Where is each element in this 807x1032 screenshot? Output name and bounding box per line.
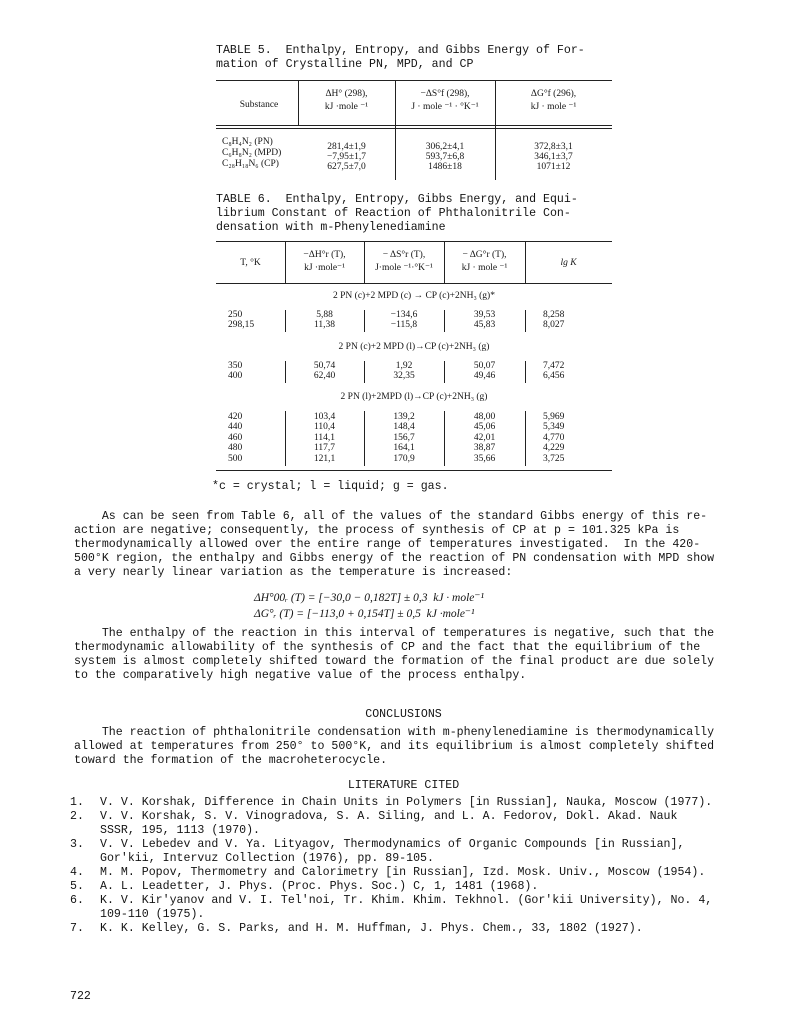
- table-cell: 400: [228, 371, 243, 381]
- table6-col-h: [285, 412, 364, 464]
- table-cell: 45,06: [473, 422, 496, 433]
- table-cell: 45,83: [473, 320, 496, 330]
- reference-item: 1. V. V. Korshak, Difference in Chain Units in Polymers [in Russian], Nauka, Moscow (1977).: [70, 796, 713, 809]
- table-cell: 49,46: [473, 371, 496, 381]
- table6-equation: 2 PN (l)+2MPD (l)→CP (c)+2NH₃ (g): [340, 392, 488, 402]
- table5-col1-values: [298, 142, 395, 172]
- table6-col-t: [228, 361, 283, 381]
- table6-top-rule: [216, 241, 612, 242]
- table-cell: 8,258: [543, 310, 565, 320]
- table-cell: 500: [228, 453, 243, 464]
- table-cell: 35,66: [473, 453, 496, 464]
- table-cell: 164,1: [393, 443, 415, 454]
- table-cell: 306,2±4,1: [425, 142, 465, 152]
- table6-header-g: − ΔG°r (T), kJ · mole ⁻¹: [461, 250, 508, 273]
- table6-header-s: − ΔS°r (T), J·mole ⁻¹·°K⁻¹: [375, 250, 433, 273]
- table-cell: C₂₈H₁₈N₆ (CP): [222, 159, 279, 169]
- table-cell: 110,4: [313, 422, 336, 433]
- table-cell: C₆H₈N₂ (MPD): [222, 148, 282, 158]
- table5-col2-values: [395, 142, 495, 172]
- table6-col-k: [543, 361, 603, 381]
- table-cell: 6,456: [543, 371, 565, 381]
- caption-line: mation of Crystalline PN, MPD, and CP: [216, 58, 474, 71]
- caption-line: librium Constant of Reaction of Phthalonitrile Con-: [216, 207, 571, 220]
- table5-header-col3: ΔG°f (296), kJ · mole ⁻¹: [530, 89, 577, 112]
- table-cell: 50,07: [473, 361, 496, 371]
- table-cell: 8,027: [543, 320, 565, 330]
- caption-line: TABLE 6. Enthalpy, Entropy, Gibbs Energy, and Equi-: [216, 193, 578, 206]
- table5-header-col2: −ΔS°f (298), J · mole ⁻¹ · °K⁻¹: [411, 89, 479, 112]
- table-cell: 156,7: [393, 432, 415, 443]
- table-cell: C₈H₄N₂ (PN): [222, 137, 273, 147]
- table-cell: 1486±18: [428, 162, 462, 172]
- table6-col-t: [228, 412, 283, 464]
- table-cell: 103,4: [313, 412, 336, 422]
- table-cell: 5,88: [316, 310, 333, 320]
- table6-footnote: *c = crystal; l = liquid; g = gas.: [212, 480, 449, 493]
- table-cell: 139,2: [393, 412, 415, 422]
- reference-item: 7. K. K. Kelley, G. S. Parks, and H. M. Huffman, J. Phys. Chem., 33, 1802 (1927).: [70, 922, 643, 935]
- table-cell: −115,8: [390, 320, 418, 330]
- table6-vrule: [525, 310, 526, 332]
- table-cell: 350: [228, 361, 243, 371]
- table-cell: 1,92: [395, 361, 413, 371]
- table6-header-h: −ΔH°r (T), kJ ·mole⁻¹: [303, 250, 346, 273]
- page-number: 722: [70, 990, 91, 1003]
- reference-item: 5. A. L. Leadetter, J. Phys. (Proc. Phys. Soc.) C, 1, 1481 (1968).: [70, 880, 539, 893]
- table-cell: 170,9: [393, 453, 415, 464]
- table-cell: 460: [228, 432, 243, 443]
- table6-col-s: [364, 412, 444, 464]
- table6-header-rule: [216, 283, 612, 284]
- table-cell: 3,725: [543, 453, 565, 464]
- table-cell: 5,349: [543, 422, 565, 433]
- table-cell: 39,53: [473, 310, 496, 320]
- table6-equation: 2 PN (c)+2 MPD (c) → CP (c)+2NH₃ (g)*: [333, 291, 495, 301]
- table6-caption: [216, 193, 616, 235]
- table6-col-h: [285, 310, 364, 330]
- table6-vrule: [525, 361, 526, 383]
- table-cell: 372,8±3,1: [534, 142, 573, 152]
- paragraph-1: As can be seen from Table 6, all of the values of the standard Gibbs energy of this re- action are negative; consequently, the process of synthesis of CP at p = 101.325 kPa is thermodynamically allowed over the entire range of temperatures investigated. In the 420- 500°K region, the enthalpy and Gibbs energy of the reaction of PN condensation with MPD show a very nearly linear variation as the temperature is increased:: [74, 510, 715, 579]
- paragraph-2: The enthalpy of the reaction in this interval of temperatures is negative, such that the thermodynamic allowability of the synthesis of CP and the fact that the equilibrium of the system is almost completely shifted toward the formation of the final product are due solely to the comparatively high negative value of the process enthalpy.: [74, 627, 715, 682]
- table-cell: 38,87: [473, 443, 496, 454]
- table-cell: 121,1: [313, 453, 336, 464]
- table6-col-k: [543, 310, 603, 330]
- table5-caption: [216, 44, 616, 72]
- table6-equation: 2 PN (c)+2 MPD (l)→CP (c)+2NH₃ (g): [338, 342, 490, 352]
- table-cell: 148,4: [393, 422, 415, 433]
- table-cell: 1071±12: [536, 162, 571, 172]
- reference-item: 6. K. V. Kir'yanov and V. I. Tel'noi, Tr. Khim. Khim. Tekhnol. (Gor'kii University), No. 4, 109-110 (1975).: [70, 894, 713, 921]
- table-cell: 62,40: [313, 371, 336, 381]
- table-cell: 42,01: [473, 432, 496, 443]
- table-cell: 4,229: [543, 443, 565, 454]
- caption-line: TABLE 5. Enthalpy, Entropy, and Gibbs Energy of For-: [216, 44, 585, 57]
- equation-gibbs: ΔG°ᵣ (T) = [−113,0 + 0,154T] ± 0,5 kJ ·mole⁻¹: [254, 608, 475, 620]
- table-cell: 440: [228, 422, 243, 433]
- table5-header-rule-2: [216, 128, 612, 129]
- table-cell: −134,6: [390, 310, 418, 320]
- table6-col-g: [444, 412, 525, 464]
- table-cell: 480: [228, 443, 243, 454]
- table6-col-h: [285, 361, 364, 381]
- table-cell: 298,15: [228, 320, 255, 330]
- table-cell: 48,00: [473, 412, 496, 422]
- table-cell: 593,7±6,8: [425, 152, 465, 162]
- equation-enthalpy: ΔH°00ᵣ (T) = [−30,0 − 0,182T] ± 0,3 kJ · mole⁻¹: [254, 592, 484, 604]
- conclusions-paragraph: The reaction of phthalonitrile condensation with m-phenylenediamine is thermodynamically allowed at temperatures from 250° to 500°K, and its equilibrium is almost completely shifted toward the formation of the macroheterocycle.: [74, 726, 715, 767]
- table6-col-g: [444, 361, 525, 381]
- table5-header-substance: Substance: [239, 100, 279, 110]
- reference-item: 3. V. V. Lebedev and V. Ya. Lityagov, Thermodynamics of Organic Compounds [in Russian], Gor'kii, Intervuz Collection (1976), pp. 89-105.: [70, 838, 685, 865]
- table-cell: −7,95±1,7: [326, 152, 367, 162]
- table-cell: 114,1: [313, 432, 336, 443]
- caption-line: densation with m-Phenylenediamine: [216, 221, 446, 234]
- table-cell: 32,35: [393, 371, 415, 381]
- table-cell: 50,74: [313, 361, 336, 371]
- table-cell: 4,770: [543, 432, 565, 443]
- table5-top-rule: [216, 80, 612, 81]
- table-cell: 346,1±3,7: [534, 152, 573, 162]
- reference-list: [70, 796, 770, 936]
- table6-vrule: [525, 411, 526, 466]
- table-cell: 281,4±1,9: [327, 142, 366, 152]
- table5-col3-values: [495, 142, 612, 172]
- table6-col-s: [364, 361, 444, 381]
- table5-header-rule: [216, 125, 612, 126]
- table6-col-s: [364, 310, 444, 330]
- table6-col-g: [444, 310, 525, 330]
- conclusions-heading: CONCLUSIONS: [365, 708, 442, 721]
- table6-header-t: T, °K: [240, 258, 261, 268]
- reference-item: 2. V. V. Korshak, S. V. Vinogradova, S. A. Siling, and L. A. Fedorov, Dokl. Akad. Nauk SSSR, 195, 1113 (1970).: [70, 810, 678, 837]
- table-cell: 11,38: [313, 320, 336, 330]
- table6-col-t: [228, 310, 283, 330]
- table-cell: 420: [228, 412, 243, 422]
- table-cell: 7,472: [543, 361, 565, 371]
- table-cell: 5,969: [543, 412, 565, 422]
- literature-heading: LITERATURE CITED: [347, 779, 460, 792]
- table-cell: 250: [228, 310, 243, 320]
- table6-col-k: [543, 412, 603, 464]
- table5-substances: [222, 137, 302, 170]
- table6-bottom-rule: [216, 470, 612, 471]
- table5-header-col1: ΔH° (298), kJ ·mole ⁻¹: [324, 89, 369, 112]
- table-cell: 117,7: [313, 443, 336, 454]
- table6-header-k: lg K: [560, 258, 577, 268]
- table-cell: 627,5±7,0: [327, 162, 366, 172]
- reference-item: 4. M. M. Popov, Thermometry and Calorimetry [in Russian], Izd. Mosk. Univ., Moscow (1954).: [70, 866, 706, 879]
